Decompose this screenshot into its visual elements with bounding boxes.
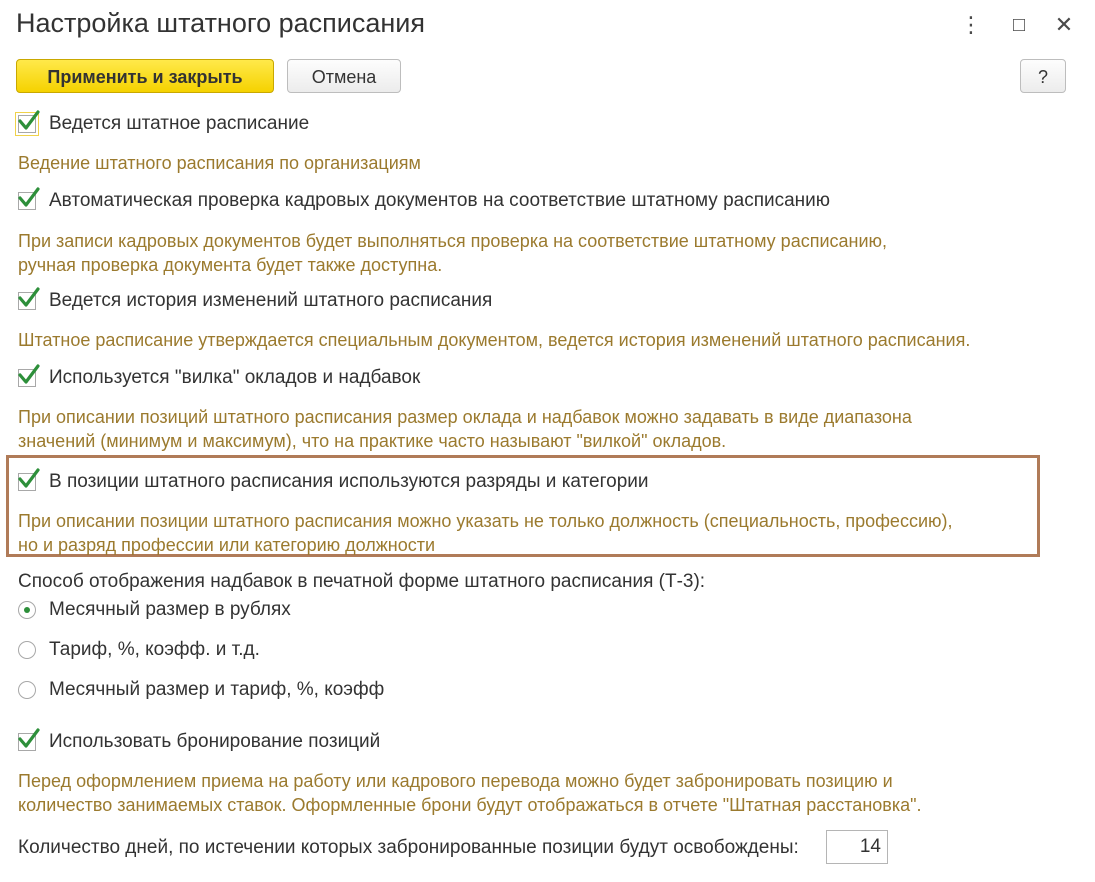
radio-button[interactable] [18, 641, 36, 659]
checkbox-grades-categories[interactable] [18, 473, 36, 491]
radio-label: Месячный размер в рублях [49, 599, 291, 620]
display-mode-label: Способ отображения надбавок в печатной форме штатного расписания (Т-3): [18, 571, 706, 592]
setting-hint: Ведение штатного расписания по организациям [18, 153, 421, 173]
release-days-input[interactable]: 14 [826, 830, 888, 864]
setting-hint: При описании позиций штатного расписания размер оклада и надбавок можно задавать в виде диапазона значений (минимум и максимум), что на практике часто называют "вилкой" окладов. [18, 407, 912, 451]
setting-label: Автоматическая проверка кадровых документов на соответствие штатному расписанию [49, 190, 831, 211]
checkbox-staff-schedule[interactable] [18, 115, 36, 133]
setting-hint: Перед оформлением приема на работу или кадрового перевода можно будет забронировать позицию и количество занимаемых ставок. Оформленные брони будут отображаться в отчете "Штатная расстановка". [18, 771, 922, 815]
more-menu-icon[interactable]: ⋮ [960, 12, 982, 37]
cancel-button[interactable]: Отмена [287, 59, 401, 93]
checkbox-booking[interactable] [18, 733, 36, 751]
radio-button[interactable] [18, 681, 36, 699]
setting-hint: При описании позиции штатного расписания можно указать не только должность (специальность, профессию), но и разряд профессии или категорию должности [18, 511, 953, 555]
radio-option-tariff[interactable] [18, 637, 260, 663]
setting-booking[interactable] [18, 729, 380, 755]
maximize-icon[interactable]: □ [1012, 14, 1026, 36]
setting-auto-check[interactable] [18, 188, 830, 214]
check-icon [17, 467, 41, 491]
setting-staff-schedule[interactable] [18, 111, 309, 137]
radio-label: Месячный размер и тариф, %, коэфф [49, 679, 385, 700]
checkbox-auto-check[interactable] [18, 192, 36, 210]
radio-label: Тариф, %, коэфф. и т.д. [49, 639, 260, 660]
setting-label: Ведется история изменений штатного расписания [49, 290, 493, 311]
radio-button[interactable] [18, 601, 36, 619]
setting-grades-categories[interactable] [18, 469, 649, 495]
setting-hint: При записи кадровых документов будет выполняться проверка на соответствие штатному расписанию, ручная проверка документа будет также доступна. [18, 231, 888, 275]
check-icon [17, 109, 41, 133]
help-button[interactable]: ? [1020, 59, 1066, 93]
apply-close-button[interactable]: Применить и закрыть [16, 59, 274, 93]
setting-history[interactable] [18, 288, 492, 314]
radio-option-monthly-rub[interactable] [18, 597, 291, 623]
release-days-label: Количество дней, по истечении которых забронированные позиции будут освобождены: [18, 837, 799, 858]
setting-label: Используется "вилка" окладов и надбавок [49, 367, 421, 388]
check-icon [17, 286, 41, 310]
setting-label: В позиции штатного расписания используются разряды и категории [49, 471, 649, 492]
check-icon [17, 727, 41, 751]
setting-salary-range[interactable] [18, 365, 420, 391]
checkbox-salary-range[interactable] [18, 369, 36, 387]
setting-label: Использовать бронирование позиций [49, 731, 381, 752]
setting-hint: Штатное расписание утверждается специальным документом, ведется история изменений штатного расписания. [18, 330, 971, 350]
check-icon [17, 186, 41, 210]
radio-option-monthly-tariff[interactable] [18, 677, 384, 703]
setting-label: Ведется штатное расписание [49, 113, 310, 134]
window-title: Настройка штатного расписания [16, 8, 425, 38]
close-icon[interactable]: ✕ [1054, 12, 1074, 37]
check-icon [17, 363, 41, 387]
checkbox-history[interactable] [18, 292, 36, 310]
